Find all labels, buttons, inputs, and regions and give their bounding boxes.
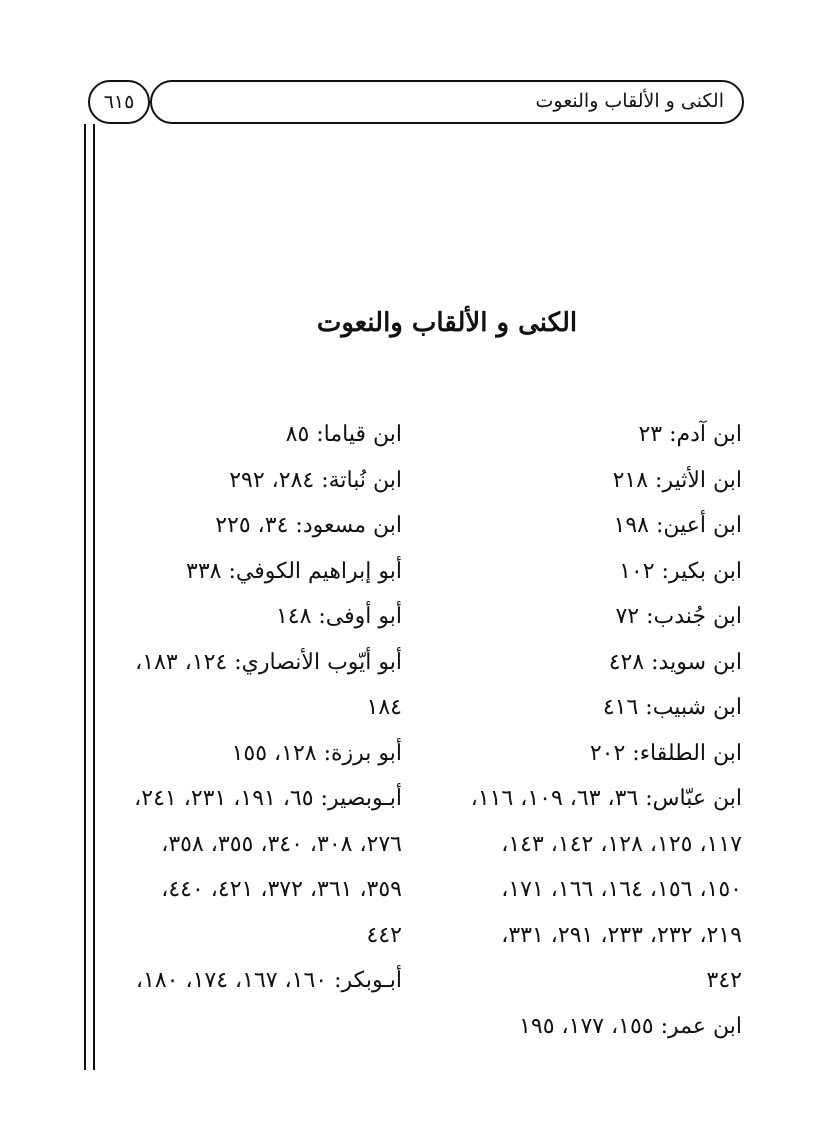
index-line: أبو أوفى: ١٤٨ bbox=[275, 604, 402, 629]
index-line: ٤٤٢ bbox=[366, 922, 402, 948]
index-line: أبو برزة: ١٢٨، ١٥٥ bbox=[231, 740, 402, 766]
running-header bbox=[150, 80, 744, 124]
section-title: الكنى و الألقاب والنعوت bbox=[316, 308, 578, 338]
index-line: ابن نُباتة: ٢٨٤، ٢٩٢ bbox=[229, 467, 402, 493]
index-line: ١٥٠، ١٥٦، ١٦٤، ١٦٦، ١٧١، bbox=[501, 877, 742, 902]
index-line: ابن قياما: ٨٥ bbox=[285, 422, 402, 447]
index-line: أبـوبصير: ٦٥، ١٩١، ٢٣١، ٢٤١، bbox=[134, 786, 402, 811]
index-line: ابن عبّاس: ٣٦، ٦٣، ١٠٩، ١١٦، bbox=[470, 786, 742, 811]
index-line: ابن بكير: ١٠٢ bbox=[619, 558, 742, 584]
index-line: ابن الطلقاء: ٢٠٢ bbox=[589, 740, 742, 766]
index-line: ابن شبيب: ٤١٦ bbox=[602, 695, 742, 720]
index-line: ابن آدم: ٢٣ bbox=[638, 422, 742, 447]
index-line: أبو أيّوب الأنصاري: ١٢٤، ١٨٣، bbox=[135, 649, 402, 675]
index-column-right bbox=[442, 412, 742, 1049]
running-title: الكنى و الألقاب والنعوت bbox=[535, 90, 724, 112]
index-line: ابن مسعود: ٣٤، ٢٢٥ bbox=[215, 513, 402, 538]
index-line: ابن عمر: ١٥٥، ١٧٧، ١٩٥ bbox=[519, 1013, 742, 1039]
index-line: ١٨٤ bbox=[366, 695, 402, 720]
index-line: أبو إبراهيم الكوفي: ٣٣٨ bbox=[186, 558, 402, 584]
index-line: ابن الأثير: ٢١٨ bbox=[612, 467, 742, 493]
index-line: أبـوبكر: ١٦٠، ١٦٧، ١٧٤، ١٨٠، bbox=[135, 968, 402, 993]
index-line: ٣٥٩، ٣٦١، ٣٧٢، ٤٢١، ٤٤٠، bbox=[161, 877, 402, 902]
index-line: ٢١٩، ٢٣٢، ٢٣٣، ٢٩١، ٣٣١، bbox=[501, 922, 742, 948]
index-line: ١١٧، ١٢٥، ١٢٨، ١٤٢، ١٤٣، bbox=[501, 831, 742, 857]
index-line: ٢٧٦، ٣٠٨، ٣٤٠، ٣٥٥، ٣٥٨، bbox=[161, 831, 402, 857]
page-number: ٦١٥ bbox=[88, 80, 150, 124]
index-line: ابن سويد: ٤٢٨ bbox=[608, 649, 742, 675]
index-line: ابن جُندب: ٧٢ bbox=[615, 604, 742, 629]
index-column-left bbox=[84, 412, 402, 1004]
index-line: ابن أعين: ١٩٨ bbox=[613, 513, 742, 538]
index-line: ٣٤٢ bbox=[706, 968, 742, 993]
